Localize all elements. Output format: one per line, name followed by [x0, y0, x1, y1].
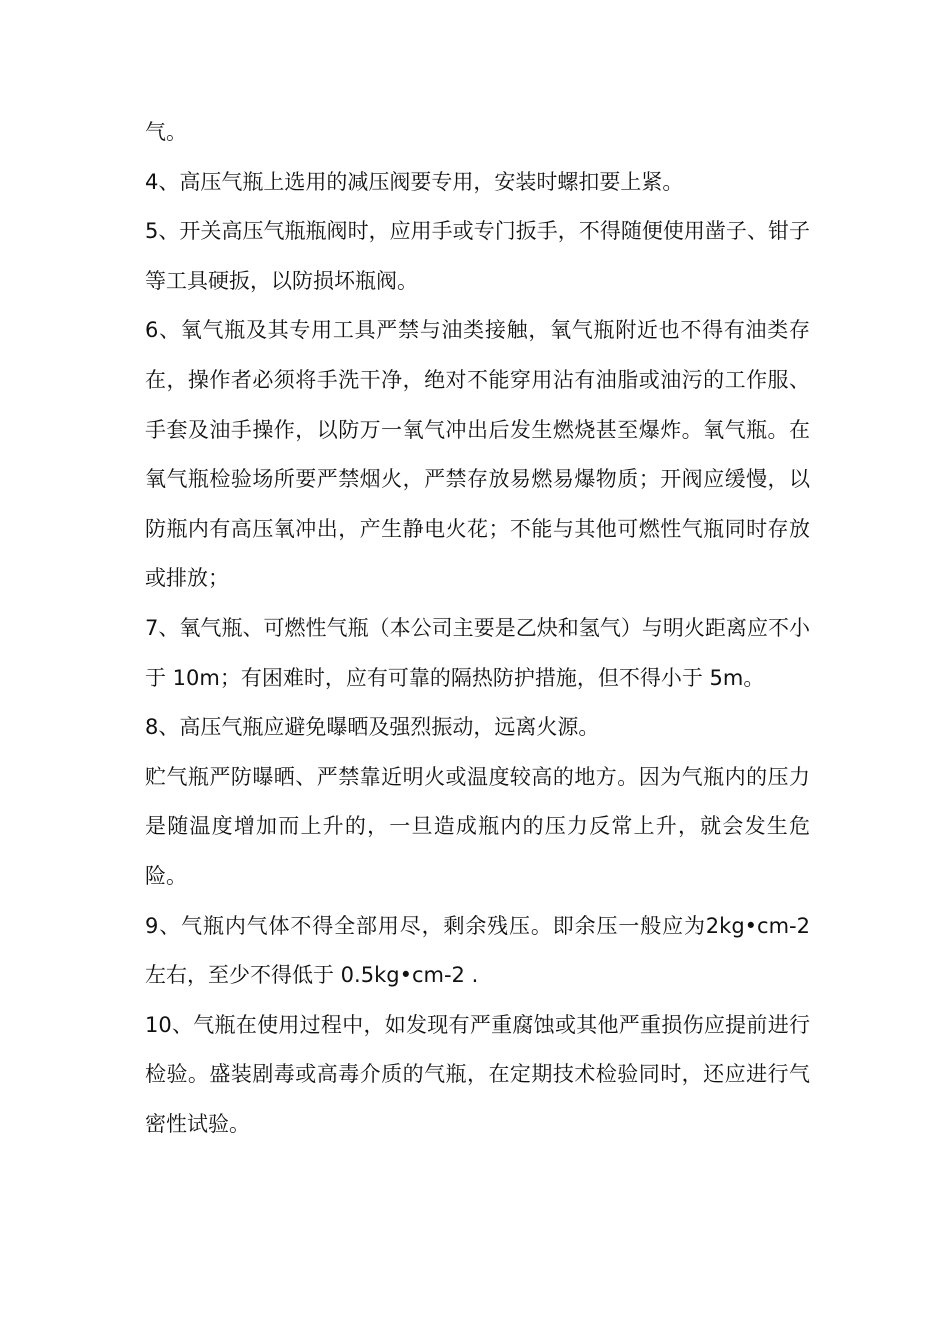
paragraph-item-5: 5、开关高压气瓶瓶阀时，应用手或专门扳手，不得随便使用凿子、钳子等工具硬扳，以防损坏瓶阀。 [145, 219, 810, 293]
paragraph-item-6: 6、氧气瓶及其专用工具严禁与油类接触，氧气瓶附近也不得有油类存在，操作者必须将手洗干净，绝对不能穿用沾有油脂或油污的工作服、手套及油手操作，以防万一氧气冲出后发生燃烧甚至爆炸。氧气瓶。在氧气瓶检验场所要严禁烟火，严禁存放易燃易爆物质；开阀应缓慢，以防瓶内有高压氧冲出，产生静电火花；不能与其他可燃性气瓶同时存放或排放； [145, 318, 810, 591]
paragraph-item-4: 4、高压气瓶上选用的减压阀要专用，安装时螺扣要上紧。 [145, 169, 684, 194]
paragraph-item-9: 9、气瓶内气体不得全部用尽，剩余残压。即余压一般应为2kg•cm-2 左右，至少不得低于 0.5kg•cm-2 . [145, 913, 810, 988]
paragraph-item-7: 7、氧气瓶、可燃性气瓶（本公司主要是乙炔和氢气）与明火距离应不小于 10m；有困难时，应有可靠的隔热防护措施，但不得小于 5m。 [145, 615, 810, 690]
paragraph-continuation: 气。 [145, 120, 187, 144]
paragraph-item-8-detail: 贮气瓶严防曝晒、严禁靠近明火或温度较高的地方。因为气瓶内的压力是随温度增加而上升的，一旦造成瓶内的压力反常上升，就会发生危险。 [145, 764, 810, 888]
document-body [145, 108, 810, 1149]
paragraph-item-10: 10、气瓶在使用过程中，如发现有严重腐蚀或其他严重损伤应提前进行检验。盛装剧毒或高毒介质的气瓶，在定期技术检验同时，还应进行气密性试验。 [145, 1012, 810, 1136]
paragraph-item-8: 8、高压气瓶应避免曝晒及强烈振动，远离火源。 [145, 715, 600, 740]
